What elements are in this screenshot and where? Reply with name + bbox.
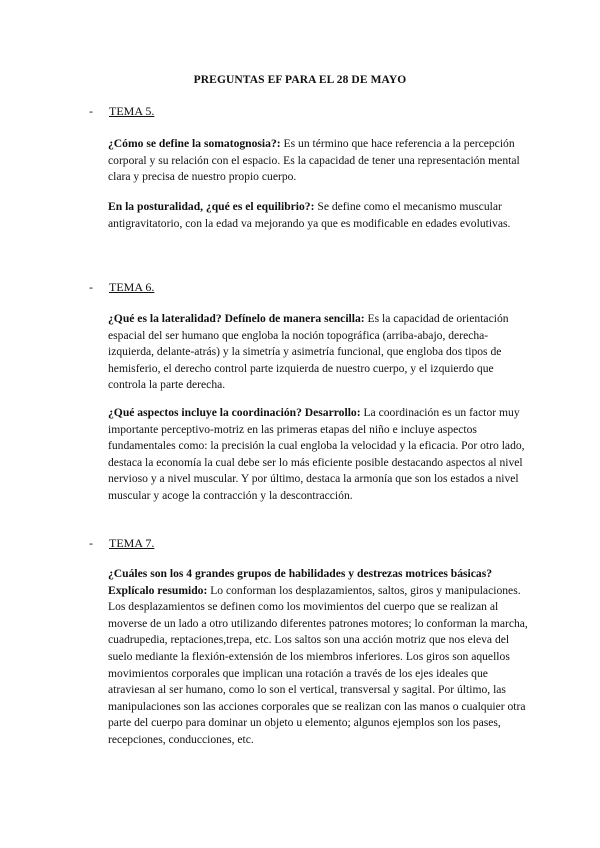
qa-paragraph: [108, 566, 530, 749]
topic-label: TEMA 6.: [109, 280, 155, 294]
question-text: ¿Qué es la lateralidad? Defínelo de manera sencilla:: [108, 312, 365, 325]
topic-heading-tema-6: [89, 280, 154, 295]
topic-label: TEMA 5.: [109, 104, 155, 118]
question-text: ¿Cuáles son los 4 grandes grupos de habilidades y destrezas motrices básicas? Explícalo resumido:: [108, 567, 493, 597]
question-text: ¿Qué aspectos incluye la coordinación? Desarrollo:: [108, 406, 361, 419]
bullet-dash: -: [89, 104, 93, 118]
qa-paragraph: [108, 199, 530, 232]
topic-heading-tema-5: [89, 104, 154, 119]
answer-text: Lo conforman los desplazamientos, saltos, giros y manipulaciones. Los desplazamientos se definen como los movimientos del cuerpo que se realizan al moverse de un lado a otro utilizando diferentes patrones motores; lo conforman la marcha, cuadrupedia, reptaciones,trepa, etc. Los saltos son una acción motriz que nos eleva del suelo mediante la flexión-extensión de los miembros inferiores. Los giros son aquellos movimientos corporales que implican una rotación a través de los ejes ideales que atraviesan al ser humano, como lo son el vertical, transversal y sagital. Por último, las manipulaciones son las acciones corporales que se realizan con las manos o cualquier otra parte del cuerpo para dominar un objeto u elemento; algunos ejemplos son los pases, recepciones, conducciones, etc.: [108, 583, 528, 746]
topic-heading-tema-7: [89, 536, 154, 551]
qa-paragraph: [108, 136, 530, 186]
bullet-dash: -: [89, 536, 93, 550]
answer-text: Es la capacidad de orientación espacial del ser humano que engloba la noción topográfica (arriba-abajo, derecha-izquierda, delante-atrás) y la simetría y asimetría funcional, que engloba dos tipos de hemisferio, el derecho control parte izquierda de nuestro cuerpo, y el izquierdo que controla la parte derecha.: [108, 312, 509, 392]
question-text: En la posturalidad, ¿qué es el equilibrio?:: [108, 200, 315, 213]
topic-label: TEMA 7.: [109, 536, 155, 550]
answer-text: Es un término que hace referencia a la percepción corporal y su relación con el espacio. Es la capacidad de tener una representación mental clara y precisa de nuestro propio cuerpo.: [108, 137, 520, 184]
answer-text: Se define como el mecanismo muscular antigravitatorio, con la edad va mejorando ya que es modificable en edades evolutivas.: [108, 200, 511, 230]
qa-paragraph: [108, 405, 530, 505]
bullet-dash: -: [89, 280, 93, 294]
page-title: PREGUNTAS EF PARA EL 28 DE MAYO: [193, 74, 407, 86]
answer-text: La coordinación es un factor muy importante perceptivo-motriz en las primeras etapas del niño e incluye aspectos fundamentales como: la precisión la cual engloba la velocidad y la eficacia. Por otro lado, destaca la economía la cual debe ser lo más eficiente posible destacando aspectos al nivel nervioso y a nivel muscular. Y por último, destaca la armonía que son los estados a nivel muscular y acoge la contracción y la descontracción.: [108, 406, 525, 502]
question-text: ¿Cómo se define la somatognosia?:: [108, 137, 281, 150]
qa-paragraph: [108, 311, 530, 394]
